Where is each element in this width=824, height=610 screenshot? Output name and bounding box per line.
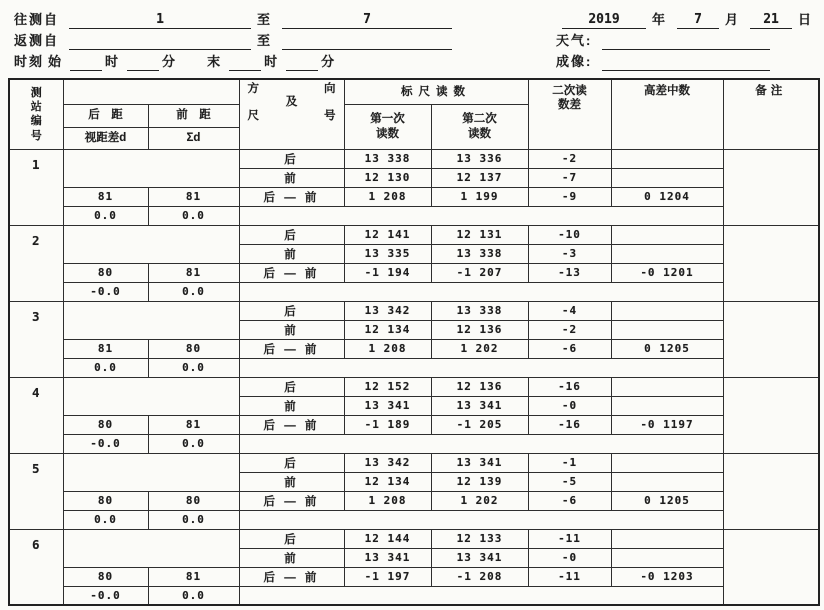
back-distance-value: 81 bbox=[63, 187, 148, 206]
time-line bbox=[14, 50, 458, 71]
top-right-header bbox=[556, 8, 817, 71]
start-hour-value bbox=[70, 53, 102, 71]
direction-cell: 后 bbox=[239, 529, 344, 548]
minute-label-2: 分 bbox=[321, 54, 337, 69]
station-row bbox=[9, 567, 819, 586]
first-reading-value: 13 338 bbox=[344, 149, 431, 168]
mean-height-value bbox=[611, 396, 723, 415]
first-reading-header bbox=[344, 104, 431, 149]
imaging-value bbox=[602, 53, 770, 71]
sum-d-value: 0.0 bbox=[148, 282, 239, 301]
station-column-header bbox=[9, 79, 63, 149]
direction-cell: 前 bbox=[239, 244, 344, 263]
return-line bbox=[14, 29, 458, 50]
ruler-readings-header: 标尺读数 bbox=[344, 79, 528, 104]
second-diff-header bbox=[528, 79, 611, 149]
direction-cell: 后 bbox=[239, 453, 344, 472]
reading-diff-value: -4 bbox=[528, 301, 611, 320]
direction-cell: 前 bbox=[239, 472, 344, 491]
mean-height-value bbox=[611, 301, 723, 320]
sum-d-value: 0.0 bbox=[148, 510, 239, 529]
distance-header-blank bbox=[63, 79, 239, 104]
second-reading-header bbox=[431, 104, 528, 149]
mean-height-value: 0 1204 bbox=[611, 187, 723, 206]
first-reading-value: 1 208 bbox=[344, 339, 431, 358]
sum-d-value: 0.0 bbox=[148, 206, 239, 225]
year-value: 2019 bbox=[562, 11, 646, 29]
mean-height-value: -0 1201 bbox=[611, 263, 723, 282]
distance-blank-cell bbox=[63, 149, 239, 187]
end-minute-value bbox=[286, 53, 318, 71]
station-column-label: 测站编号 bbox=[30, 86, 42, 142]
day-value: 21 bbox=[750, 11, 792, 29]
reading-diff-value: -5 bbox=[528, 472, 611, 491]
direction-cell: 前 bbox=[239, 168, 344, 187]
reading-diff-value: -2 bbox=[528, 320, 611, 339]
station-number: 3 bbox=[9, 301, 63, 377]
time-label: 时刻 bbox=[14, 54, 45, 69]
direction-cell: 前 bbox=[239, 320, 344, 339]
distance-blank-cell bbox=[63, 225, 239, 263]
back-distance-value: 80 bbox=[63, 263, 148, 282]
second-reading-value: 12 136 bbox=[431, 377, 528, 396]
header-row-1 bbox=[9, 79, 819, 104]
minute-label: 分 bbox=[162, 54, 178, 69]
reading-diff-value: -11 bbox=[528, 529, 611, 548]
direction-cell: 后 — 前 bbox=[239, 567, 344, 586]
second-reading-value: 12 133 bbox=[431, 529, 528, 548]
time-end-label: 末 bbox=[207, 54, 223, 69]
second-reading-value: -1 207 bbox=[431, 263, 528, 282]
second-reading-value: 13 341 bbox=[431, 453, 528, 472]
reading-diff-value: -16 bbox=[528, 415, 611, 434]
distance-diff-value: 0.0 bbox=[63, 358, 148, 377]
front-distance-value: 81 bbox=[148, 415, 239, 434]
remarks-header: 备注 bbox=[723, 79, 819, 149]
table-body bbox=[9, 149, 819, 605]
remarks-cell bbox=[723, 453, 819, 529]
second-reading-value: 13 341 bbox=[431, 396, 528, 415]
station-row bbox=[9, 586, 819, 605]
day-label: 日 bbox=[798, 12, 814, 27]
remarks-cell bbox=[723, 149, 819, 225]
direction-cell: 后 bbox=[239, 149, 344, 168]
mean-height-header: 高差中数 bbox=[611, 79, 723, 149]
top-left-header bbox=[14, 8, 458, 71]
reading-diff-value: -6 bbox=[528, 491, 611, 510]
first-reading-value: 12 141 bbox=[344, 225, 431, 244]
month-label: 月 bbox=[725, 12, 741, 27]
distance-blank-cell bbox=[63, 529, 239, 567]
front-distance-value: 81 bbox=[148, 567, 239, 586]
second-reading-value: -1 208 bbox=[431, 567, 528, 586]
return-label: 返测自 bbox=[14, 33, 60, 48]
station-row bbox=[9, 453, 819, 472]
distance-blank-cell bbox=[63, 301, 239, 339]
remarks-cell bbox=[723, 377, 819, 453]
direction-char-hao: 号 bbox=[324, 109, 336, 122]
remarks-cell bbox=[723, 529, 819, 605]
station-number: 5 bbox=[9, 453, 63, 529]
direction-cell: 后 — 前 bbox=[239, 187, 344, 206]
reading-diff-value: -0 bbox=[528, 396, 611, 415]
mean-height-value bbox=[611, 225, 723, 244]
station-row bbox=[9, 149, 819, 168]
mean-height-value: 0 1205 bbox=[611, 339, 723, 358]
station-row bbox=[9, 434, 819, 453]
direction-char-chi: 尺 bbox=[247, 109, 259, 122]
station-row bbox=[9, 377, 819, 396]
remarks-cell bbox=[723, 225, 819, 301]
first-reading-value: 13 342 bbox=[344, 453, 431, 472]
direction-column-header bbox=[239, 79, 344, 149]
empty-strip bbox=[239, 358, 723, 377]
second-diff-label-line2: 数差 bbox=[558, 99, 581, 112]
station-number: 4 bbox=[9, 377, 63, 453]
distance-diff-value: -0.0 bbox=[63, 282, 148, 301]
back-distance-value: 80 bbox=[63, 415, 148, 434]
back-distance-value: 80 bbox=[63, 491, 148, 510]
outward-to-label: 至 bbox=[257, 12, 273, 27]
second-reading-value: 12 139 bbox=[431, 472, 528, 491]
outward-line bbox=[14, 8, 458, 29]
empty-strip bbox=[239, 206, 723, 225]
station-number: 6 bbox=[9, 529, 63, 605]
mean-height-value bbox=[611, 453, 723, 472]
distance-blank-cell bbox=[63, 453, 239, 491]
reading-diff-value: -10 bbox=[528, 225, 611, 244]
empty-strip bbox=[239, 434, 723, 453]
first-reading-value: 12 152 bbox=[344, 377, 431, 396]
first-reading-value: 1 208 bbox=[344, 187, 431, 206]
weather-label: 天气: bbox=[556, 33, 593, 48]
reading-diff-value: -13 bbox=[528, 263, 611, 282]
direction-cell: 前 bbox=[239, 548, 344, 567]
imaging-label: 成像: bbox=[556, 54, 593, 69]
second-reading-value: 1 202 bbox=[431, 491, 528, 510]
reading-diff-value: -16 bbox=[528, 377, 611, 396]
direction-cell: 前 bbox=[239, 396, 344, 415]
reading-diff-value: -1 bbox=[528, 453, 611, 472]
distance-diff-value: 0.0 bbox=[63, 206, 148, 225]
return-to-value bbox=[282, 32, 452, 50]
empty-strip bbox=[239, 586, 723, 605]
first-reading-value: -1 194 bbox=[344, 263, 431, 282]
outward-from-value: 1 bbox=[69, 11, 251, 29]
distance-diff-header: 视距差d bbox=[63, 127, 148, 149]
station-row bbox=[9, 187, 819, 206]
second-reading-value: 12 137 bbox=[431, 168, 528, 187]
station-number: 1 bbox=[9, 149, 63, 225]
station-row bbox=[9, 282, 819, 301]
mean-height-value bbox=[611, 244, 723, 263]
reading-diff-value: -7 bbox=[528, 168, 611, 187]
front-distance-header: 前 距 bbox=[148, 104, 239, 127]
second-reading-value: 12 136 bbox=[431, 320, 528, 339]
front-distance-value: 81 bbox=[148, 187, 239, 206]
first-reading-value: 12 144 bbox=[344, 529, 431, 548]
return-from-value bbox=[69, 32, 251, 50]
weather-value bbox=[602, 32, 770, 50]
first-reading-value: 13 341 bbox=[344, 396, 431, 415]
imaging-line bbox=[556, 50, 817, 71]
direction-cell: 后 — 前 bbox=[239, 415, 344, 434]
second-reading-value: 1 202 bbox=[431, 339, 528, 358]
hour-label-2: 时 bbox=[264, 54, 280, 69]
empty-strip bbox=[239, 510, 723, 529]
direction-cell: 后 — 前 bbox=[239, 339, 344, 358]
date-line bbox=[556, 8, 817, 29]
end-hour-value bbox=[229, 53, 261, 71]
distance-diff-value: -0.0 bbox=[63, 586, 148, 605]
first-reading-value: 12 130 bbox=[344, 168, 431, 187]
mean-height-value: 0 1205 bbox=[611, 491, 723, 510]
first-reading-value: 13 335 bbox=[344, 244, 431, 263]
second-reading-label-line2: 读数 bbox=[468, 127, 491, 140]
mean-height-value: -0 1203 bbox=[611, 567, 723, 586]
station-row bbox=[9, 529, 819, 548]
direction-char-ji: 及 bbox=[285, 96, 298, 109]
reading-diff-value: -2 bbox=[528, 149, 611, 168]
reading-diff-value: -9 bbox=[528, 187, 611, 206]
second-reading-value: 13 338 bbox=[431, 244, 528, 263]
mean-height-value bbox=[611, 168, 723, 187]
mean-height-value bbox=[611, 472, 723, 491]
first-reading-label-line2: 读数 bbox=[376, 127, 399, 140]
station-row bbox=[9, 510, 819, 529]
month-value: 7 bbox=[677, 11, 719, 29]
start-minute-value bbox=[127, 53, 159, 71]
outward-to-value: 7 bbox=[282, 11, 452, 29]
sum-d-header: Σd bbox=[148, 127, 239, 149]
second-reading-value: 13 338 bbox=[431, 301, 528, 320]
empty-strip bbox=[239, 282, 723, 301]
mean-height-value bbox=[611, 548, 723, 567]
station-number: 2 bbox=[9, 225, 63, 301]
first-reading-value: 12 134 bbox=[344, 472, 431, 491]
table-head bbox=[9, 79, 819, 149]
distance-diff-value: -0.0 bbox=[63, 434, 148, 453]
second-reading-value: 13 336 bbox=[431, 149, 528, 168]
sum-d-value: 0.0 bbox=[148, 434, 239, 453]
remarks-cell bbox=[723, 301, 819, 377]
second-diff-label-line1: 二次读 bbox=[552, 85, 587, 97]
back-distance-value: 81 bbox=[63, 339, 148, 358]
direction-char-xiang: 向 bbox=[324, 83, 336, 95]
front-distance-value: 81 bbox=[148, 263, 239, 282]
mean-height-value bbox=[611, 149, 723, 168]
mean-height-value bbox=[611, 320, 723, 339]
reading-diff-value: -3 bbox=[528, 244, 611, 263]
front-distance-value: 80 bbox=[148, 339, 239, 358]
station-row bbox=[9, 415, 819, 434]
station-row bbox=[9, 206, 819, 225]
weather-line bbox=[556, 29, 817, 50]
reading-diff-value: -11 bbox=[528, 567, 611, 586]
leveling-record-table bbox=[8, 78, 820, 606]
second-reading-value: 12 131 bbox=[431, 225, 528, 244]
distance-diff-value: 0.0 bbox=[63, 510, 148, 529]
first-reading-value: -1 197 bbox=[344, 567, 431, 586]
first-reading-label-line1: 第一次 bbox=[370, 113, 405, 126]
outward-label: 往测自 bbox=[14, 12, 60, 27]
second-reading-value: 13 341 bbox=[431, 548, 528, 567]
return-to-label: 至 bbox=[257, 33, 273, 48]
station-row bbox=[9, 225, 819, 244]
station-row bbox=[9, 491, 819, 510]
sum-d-value: 0.0 bbox=[148, 586, 239, 605]
direction-char-fang: 方 bbox=[247, 83, 259, 95]
direction-cell: 后 — 前 bbox=[239, 491, 344, 510]
station-row bbox=[9, 339, 819, 358]
sum-d-value: 0.0 bbox=[148, 358, 239, 377]
front-distance-value: 80 bbox=[148, 491, 239, 510]
station-row bbox=[9, 358, 819, 377]
second-reading-value: -1 205 bbox=[431, 415, 528, 434]
station-row bbox=[9, 301, 819, 320]
first-reading-value: 12 134 bbox=[344, 320, 431, 339]
second-reading-label-line1: 第二次 bbox=[462, 113, 497, 126]
direction-cell: 后 bbox=[239, 377, 344, 396]
reading-diff-value: -0 bbox=[528, 548, 611, 567]
first-reading-value: 13 342 bbox=[344, 301, 431, 320]
mean-height-value bbox=[611, 377, 723, 396]
reading-diff-value: -6 bbox=[528, 339, 611, 358]
mean-height-value: -0 1197 bbox=[611, 415, 723, 434]
direction-cell: 后 bbox=[239, 225, 344, 244]
back-distance-value: 80 bbox=[63, 567, 148, 586]
direction-cell: 后 — 前 bbox=[239, 263, 344, 282]
distance-blank-cell bbox=[63, 377, 239, 415]
mean-height-value bbox=[611, 529, 723, 548]
first-reading-value: -1 189 bbox=[344, 415, 431, 434]
year-label: 年 bbox=[652, 12, 668, 27]
hour-label: 时 bbox=[105, 54, 121, 69]
station-row bbox=[9, 263, 819, 282]
second-reading-value: 1 199 bbox=[431, 187, 528, 206]
first-reading-value: 1 208 bbox=[344, 491, 431, 510]
back-distance-header: 后 距 bbox=[63, 104, 148, 127]
first-reading-value: 13 341 bbox=[344, 548, 431, 567]
direction-cell: 后 bbox=[239, 301, 344, 320]
time-start-label: 始 bbox=[48, 54, 64, 69]
